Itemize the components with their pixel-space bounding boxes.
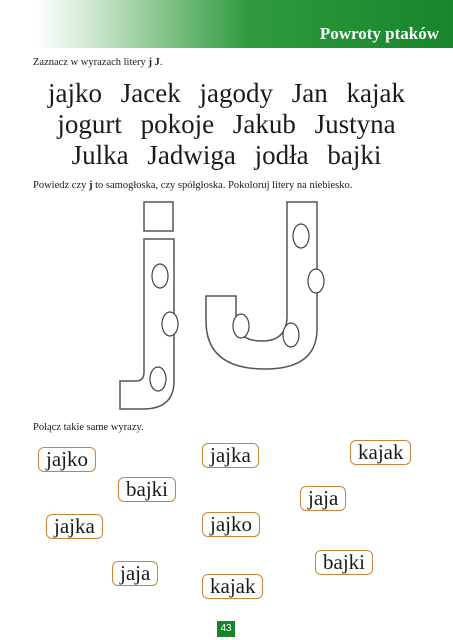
page-title: Powroty ptaków xyxy=(319,24,439,43)
egg-icon[interactable] xyxy=(308,269,324,293)
word-box[interactable]: kajak xyxy=(202,574,263,599)
page-number: 43 xyxy=(217,621,235,637)
instruction-letters: j J xyxy=(148,57,160,68)
word-box[interactable]: kajak xyxy=(350,440,411,465)
word[interactable]: Jakub xyxy=(232,109,296,139)
word-box[interactable]: bajki xyxy=(315,550,373,575)
word[interactable]: jogurt xyxy=(57,109,122,139)
egg-icon[interactable] xyxy=(283,323,299,347)
egg-icon[interactable] xyxy=(152,264,168,288)
instruction-match-words: Połącz takie same wyrazy. xyxy=(33,422,144,433)
word[interactable]: Jacek xyxy=(120,78,181,108)
word[interactable]: pokoje xyxy=(140,109,215,139)
words-line xyxy=(0,140,453,171)
instruction-end: . xyxy=(159,57,163,68)
instruction-end: to samogłoska, czy spółgłoska. Pokoloruj litery na niebiesko. xyxy=(92,180,353,191)
egg-icon[interactable] xyxy=(162,312,178,336)
words-block xyxy=(0,78,453,171)
word[interactable]: jajko xyxy=(48,78,103,108)
word[interactable]: Justyna xyxy=(314,109,396,139)
instruction-letter: j xyxy=(88,180,93,191)
instruction-text: Powiedz czy xyxy=(33,180,89,191)
word[interactable]: Jadwiga xyxy=(147,140,236,170)
egg-icon[interactable] xyxy=(233,314,249,338)
instruction-mark-letters xyxy=(33,57,162,68)
word[interactable]: Jan xyxy=(291,78,328,108)
word-box[interactable]: jajka xyxy=(202,443,259,468)
words-line xyxy=(0,109,453,140)
word[interactable]: bajki xyxy=(327,140,382,170)
j-dot-shape[interactable] xyxy=(144,202,173,231)
egg-icon[interactable] xyxy=(150,367,166,391)
word[interactable]: jodła xyxy=(254,140,309,170)
word-box[interactable]: jaja xyxy=(300,486,346,511)
word[interactable]: kajak xyxy=(346,78,405,108)
word-box[interactable]: bajki xyxy=(118,477,176,502)
instruction-text: Zaznacz w wyrazach litery xyxy=(33,57,149,68)
word[interactable]: jagody xyxy=(199,78,273,108)
words-line xyxy=(0,78,453,109)
word-box[interactable]: jaja xyxy=(112,561,158,586)
page-header xyxy=(0,0,453,48)
word[interactable]: Julka xyxy=(71,140,129,170)
word-box[interactable]: jajko xyxy=(38,447,96,472)
egg-icon[interactable] xyxy=(293,224,309,248)
letters-coloring-area xyxy=(0,196,453,426)
word-box[interactable]: jajka xyxy=(46,514,103,539)
word-box[interactable]: jajko xyxy=(202,512,260,537)
instruction-color-letters xyxy=(33,180,352,191)
